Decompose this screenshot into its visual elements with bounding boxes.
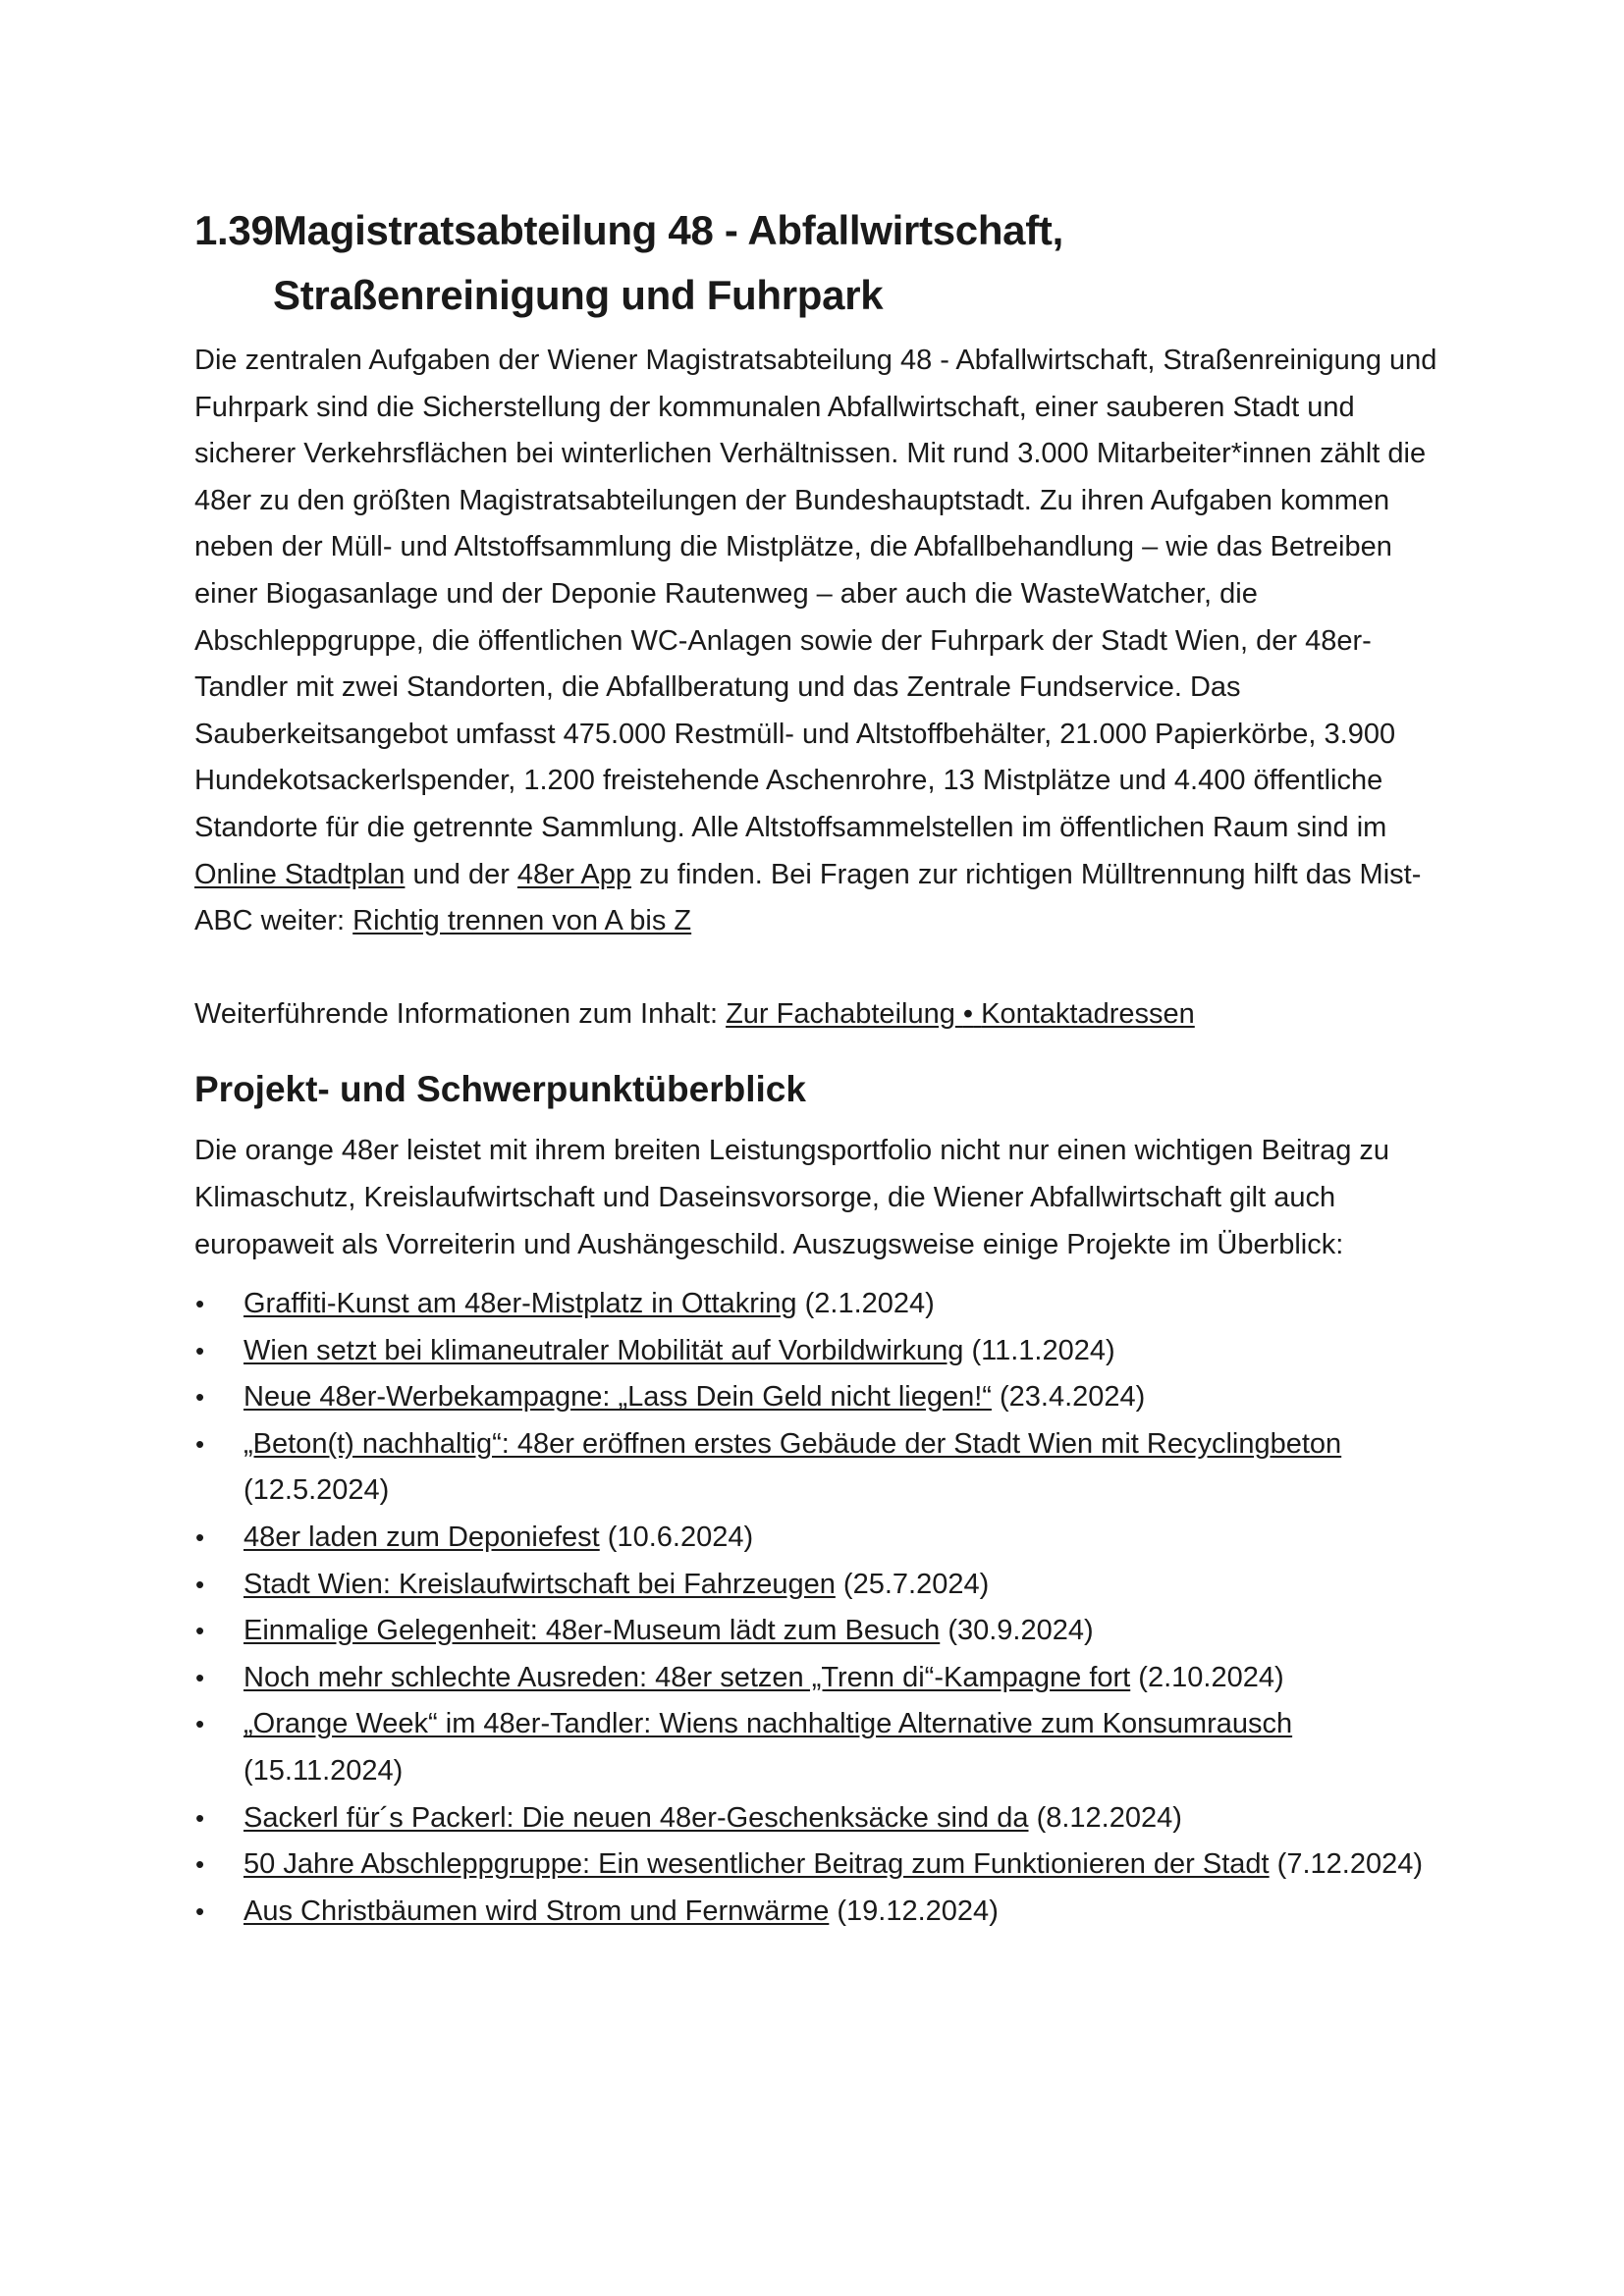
project-link[interactable]: „Orange Week“ im 48er-Tandler: Wiens nachhaltige Alternative zum Konsumrausch: [244, 1708, 1293, 1740]
bullet-icon: •: [195, 1616, 205, 1646]
project-link[interactable]: Noch mehr schlechte Ausreden: 48er setzen „Trenn di“-Kampagne fort: [244, 1661, 1131, 1693]
intro-text: Die zentralen Aufgaben der Wiener Magistratsabteilung 48 - Abfallwirtschaft, Straßenreinigung und Fuhrpark sind die Sicherstellung der kommunalen Abfallwirtschaft, einer sauberen Stadt und sicherer Verkehrsflächen bei winterlichen Verhältnissen. Mit rund 3.000 Mitarbeiter*innen zählt die 48er zu den größten Magistratsabteilungen der Bundeshauptstadt. Zu ihren Aufgaben kommen neben der Müll- und Altstoffsammlung die Mistplätze, die Abfallbehandlung – wie das Betreiben einer Biogasanlage und der Deponie Rautenweg – aber auch die WasteWatcher, die Abschleppgruppe, die öffentlichen WC-Anlagen sowie der Fuhrpark der Stadt Wien, der 48er-Tandler mit zwei Standorten, die Abfallberatung und das Zentrale Fundservice. Das Sauberkeitsangebot umfasst 475.000 Restmüll- und Altstoffbehälter, 21.000 Papierkörbe, 3.900 Hundekotsackerlspender, 1.200 freistehende Aschenrohre, 13 Mistplätze und 4.400 öffentliche Standorte für die getrennte Sammlung. Alle Altstoffsammelstellen im öffentlichen Raum sind im: [194, 345, 1437, 843]
list-item: [194, 1655, 1451, 1702]
further-info-line: [194, 991, 1451, 1039]
page-title: [194, 198, 1451, 328]
bullet-icon: •: [195, 1522, 205, 1553]
project-date: (10.6.2024): [607, 1522, 754, 1554]
list-item: [194, 1608, 1451, 1655]
online-stadtplan-link[interactable]: Online Stadtplan: [194, 858, 406, 890]
intro-text-3: zu finden. Bei Fragen zur richtigen Mülltrennung hilft das Mist-ABC weiter:: [194, 858, 1422, 937]
further-info-label: Weiterführende Informationen zum Inhalt:: [194, 997, 719, 1030]
bullet-icon: •: [195, 1709, 205, 1739]
project-date: (12.5.2024): [244, 1474, 390, 1507]
project-date: (8.12.2024): [1036, 1801, 1182, 1834]
intro-text-2: und der: [412, 858, 510, 890]
project-date: (30.9.2024): [947, 1615, 1094, 1647]
list-item: [194, 1421, 1451, 1515]
mist-abc-link[interactable]: Richtig trennen von A bis Z: [352, 905, 692, 937]
bullet-icon: •: [195, 1289, 205, 1319]
bullet-icon: •: [195, 1335, 205, 1365]
bullet-icon: •: [195, 1849, 205, 1880]
kontaktadressen-link[interactable]: Kontaktadressen: [981, 997, 1195, 1030]
project-link[interactable]: Wien setzt bei klimaneutraler Mobilität auf Vorbildwirkung: [244, 1334, 964, 1366]
project-link[interactable]: Stadt Wien: Kreislaufwirtschaft bei Fahrzeugen: [244, 1568, 836, 1600]
project-link[interactable]: „Beton(t) nachhaltig“: 48er eröffnen erstes Gebäude der Stadt Wien mit Recyclingbeton: [244, 1427, 1342, 1460]
project-link[interactable]: Einmalige Gelegenheit: 48er-Museum lädt zum Besuch: [244, 1615, 941, 1647]
list-item: [194, 1795, 1451, 1842]
list-item: [194, 1328, 1451, 1375]
chapter-number: 1.39: [194, 207, 274, 253]
project-link[interactable]: Neue 48er-Werbekampagne: „Lass Dein Geld nicht liegen!“: [244, 1381, 992, 1414]
list-item: [194, 1281, 1451, 1328]
project-date: (25.7.2024): [842, 1568, 990, 1600]
list-item: [194, 1889, 1451, 1936]
project-date: (2.10.2024): [1138, 1661, 1284, 1693]
bullet-icon: •: [195, 1569, 205, 1599]
bullet-icon: •: [195, 1428, 205, 1459]
section-heading: Projekt- und Schwerpunktüberblick: [194, 1069, 806, 1110]
list-item: [194, 1562, 1451, 1609]
bullet-icon: •: [195, 1802, 205, 1833]
project-list: [194, 1281, 1451, 1935]
project-date: (23.4.2024): [1000, 1381, 1146, 1414]
bullet-icon: •: [195, 1662, 205, 1692]
title-line-1: Magistratsabteilung 48 - Abfallwirtschaft,: [273, 207, 1063, 253]
list-item: [194, 1701, 1451, 1794]
link-separator[interactable]: •: [962, 997, 974, 1030]
bullet-icon: •: [195, 1896, 205, 1926]
project-date: (11.1.2024): [971, 1334, 1115, 1366]
title-line-2: Straßenreinigung und Fuhrpark: [273, 272, 884, 318]
bullet-icon: •: [195, 1382, 205, 1413]
list-item: [194, 1842, 1451, 1889]
list-item: [194, 1374, 1451, 1421]
intro-paragraph: [194, 338, 1461, 945]
list-item: [194, 1515, 1451, 1562]
project-date: (7.12.2024): [1276, 1848, 1423, 1881]
project-date: (2.1.2024): [804, 1288, 935, 1320]
document-content: [194, 198, 1451, 1935]
fachabteilung-link[interactable]: Zur Fachabteilung: [726, 997, 955, 1030]
48er-app-link[interactable]: 48er App: [516, 858, 632, 890]
section-paragraph: Die orange 48er leistet mit ihrem breiten Leistungsportfolio nicht nur einen wichtigen Beitrag zu Klimaschutz, Kreislaufwirtschaft und Daseinsvorsorge, die Wiener Abfallwirtschaft gilt auch europaweit als Vorreiterin und Aushängeschild. Auszugsweise einige Projekte im Überblick:: [194, 1135, 1390, 1260]
project-date: (19.12.2024): [837, 1895, 999, 1927]
project-link[interactable]: Graffiti-Kunst am 48er-Mistplatz in Ottakring: [244, 1288, 797, 1320]
project-link[interactable]: 48er laden zum Deponiefest: [244, 1522, 600, 1554]
project-link[interactable]: 50 Jahre Abschleppgruppe: Ein wesentlicher Beitrag zum Funktionieren der Stadt: [244, 1848, 1270, 1881]
project-link[interactable]: Aus Christbäumen wird Strom und Fernwärme: [244, 1895, 830, 1927]
project-link[interactable]: Sackerl für´s Packerl: Die neuen 48er-Geschenksäcke sind da: [244, 1801, 1029, 1834]
project-date: (15.11.2024): [244, 1755, 404, 1788]
